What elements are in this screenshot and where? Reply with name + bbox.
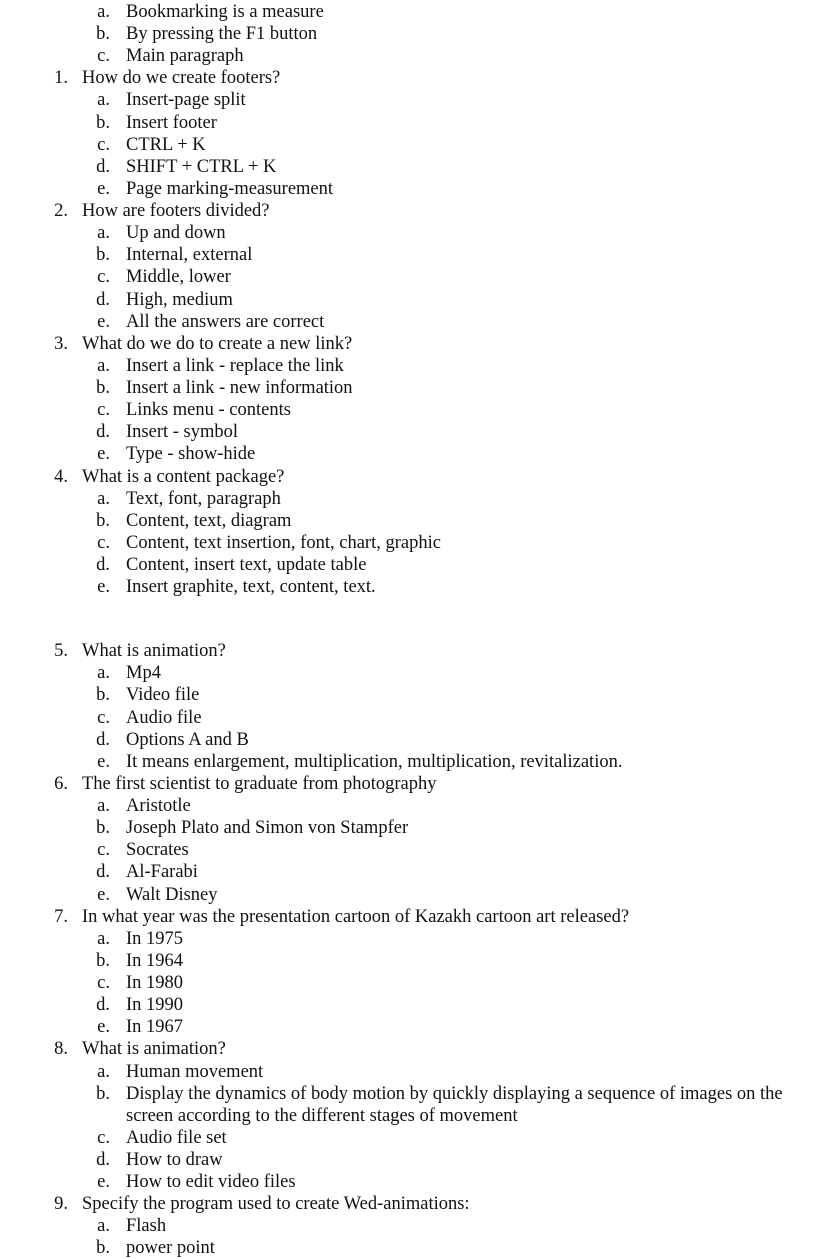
question-text: What is animation? xyxy=(82,641,226,662)
option-text: Options A and B xyxy=(126,729,249,750)
option-letter: a. xyxy=(97,663,110,684)
option-text: Al-Farabi xyxy=(126,862,198,883)
option-letter: e. xyxy=(97,178,110,199)
option-letter: b. xyxy=(96,1083,110,1104)
option-letter: a. xyxy=(97,928,110,949)
option-letter: c. xyxy=(97,267,110,288)
option-text: Insert footer xyxy=(126,112,217,133)
question-number: 3. xyxy=(54,333,68,354)
option-text: Bookmarking is a measure xyxy=(126,2,324,22)
question-text: The first scientist to graduate from photography xyxy=(82,773,437,794)
option-text: Internal, external xyxy=(126,245,253,266)
option-letter: a. xyxy=(97,488,110,509)
option-letter: d. xyxy=(96,729,110,750)
question-text: Specify the program used to create Wed-animations: xyxy=(82,1194,470,1215)
option-letter: e. xyxy=(97,1172,110,1193)
option-letter: b. xyxy=(96,24,110,45)
option-text: Audio file set xyxy=(126,1127,227,1148)
option-letter: c. xyxy=(97,134,110,155)
option-letter: d. xyxy=(96,156,110,177)
question-number: 8. xyxy=(54,1039,68,1060)
option-text: Type - show-hide xyxy=(126,444,256,465)
option-text: screen according to the different stages of movement xyxy=(126,1105,518,1126)
option-text: Insert a link - new information xyxy=(126,378,353,399)
option-letter: c. xyxy=(97,840,110,861)
option-letter: e. xyxy=(97,311,110,332)
option-text: Joseph Plato and Simon von Stampfer xyxy=(126,818,409,839)
option-text: Audio file xyxy=(126,707,202,728)
question-number: 2. xyxy=(54,201,68,222)
option-text: SHIFT + CTRL + K xyxy=(126,156,277,177)
option-letter: c. xyxy=(97,400,110,421)
option-letter: b. xyxy=(96,378,110,399)
option-text: Insert a link - replace the link xyxy=(126,355,344,376)
option-text: In 1980 xyxy=(126,973,184,994)
option-text: In 1990 xyxy=(126,995,184,1016)
question-text: How are footers divided? xyxy=(82,201,270,222)
option-letter: a. xyxy=(97,2,110,22)
option-text: Aristotle xyxy=(126,796,191,817)
option-letter: b. xyxy=(96,685,110,706)
option-letter: d. xyxy=(96,1150,110,1170)
option-text: By pressing the F1 button xyxy=(126,24,318,45)
option-letter: c. xyxy=(97,707,110,728)
option-text: Walt Disney xyxy=(126,884,218,905)
option-letter: b. xyxy=(96,510,110,531)
option-text: All the answers are correct xyxy=(126,311,325,332)
option-letter: d. xyxy=(96,995,110,1016)
option-letter: e. xyxy=(97,1017,110,1038)
option-letter: b. xyxy=(96,818,110,839)
option-text: Human movement xyxy=(126,1061,264,1082)
option-letter: b. xyxy=(96,245,110,266)
option-letter: c. xyxy=(97,973,110,994)
question-text: In what year was the presentation cartoon of Kazakh cartoon art released? xyxy=(82,906,630,927)
option-letter: c. xyxy=(97,532,110,553)
option-letter: a. xyxy=(97,90,110,111)
option-text: Socrates xyxy=(126,840,189,861)
option-letter: d. xyxy=(96,289,110,310)
option-text: How to edit video files xyxy=(126,1172,296,1193)
option-text: Main paragraph xyxy=(126,46,244,67)
option-text: Content, insert text, update table xyxy=(126,555,367,575)
option-text: High, medium xyxy=(126,289,233,310)
option-text: Content, text, diagram xyxy=(126,510,292,531)
option-letter: a. xyxy=(97,796,110,817)
question-text: How do we create footers? xyxy=(82,68,281,89)
option-text: In 1967 xyxy=(126,1017,184,1038)
option-letter: b. xyxy=(96,1238,110,1259)
option-letter: e. xyxy=(97,884,110,905)
option-text: In 1964 xyxy=(126,950,184,971)
option-text: Links menu - contents xyxy=(126,400,291,421)
option-text: Insert - symbol xyxy=(126,422,239,443)
option-letter: a. xyxy=(97,223,110,244)
option-text: In 1975 xyxy=(126,928,184,949)
option-letter: e. xyxy=(97,444,110,465)
option-letter: b. xyxy=(96,950,110,971)
question-number: 5. xyxy=(54,641,68,662)
option-text: It means enlargement, multiplication, multiplication, revitalization. xyxy=(126,751,623,772)
option-letter: d. xyxy=(96,422,110,443)
option-text: Mp4 xyxy=(126,663,161,684)
option-text: Insert-page split xyxy=(126,90,246,111)
question-number: 7. xyxy=(54,906,68,927)
option-text: Insert graphite, text, content, text. xyxy=(126,577,376,598)
option-text: Text, font, paragraph xyxy=(126,488,281,509)
option-letter: c. xyxy=(97,1127,110,1148)
option-letter: a. xyxy=(97,1061,110,1082)
option-text: CTRL + K xyxy=(126,134,206,155)
question-number: 4. xyxy=(54,466,68,487)
option-text: How to draw xyxy=(126,1150,223,1170)
option-letter: d. xyxy=(96,555,110,575)
option-text: Video file xyxy=(126,685,200,706)
option-text: power point xyxy=(126,1238,215,1259)
question-text: What do we do to create a new link? xyxy=(82,333,353,354)
option-letter: a. xyxy=(97,355,110,376)
option-letter: b. xyxy=(96,112,110,133)
option-letter: c. xyxy=(97,46,110,67)
question-number: 6. xyxy=(54,773,68,794)
option-text: Middle, lower xyxy=(126,267,231,288)
question-number: 1. xyxy=(54,68,68,89)
option-letter: e. xyxy=(97,577,110,598)
option-letter: a. xyxy=(97,1216,110,1237)
option-text: Flash xyxy=(126,1216,167,1237)
option-text: Page marking-measurement xyxy=(126,178,334,199)
question-text: What is animation? xyxy=(82,1039,226,1060)
option-text: Up and down xyxy=(126,223,226,244)
option-letter: d. xyxy=(96,862,110,883)
question-number: 9. xyxy=(54,1194,68,1215)
option-text: Display the dynamics of body motion by quickly displaying a sequence of images on the xyxy=(126,1083,783,1104)
question-text: What is a content package? xyxy=(82,466,285,487)
option-letter: e. xyxy=(97,751,110,772)
option-text: Content, text insertion, font, chart, graphic xyxy=(126,532,441,553)
